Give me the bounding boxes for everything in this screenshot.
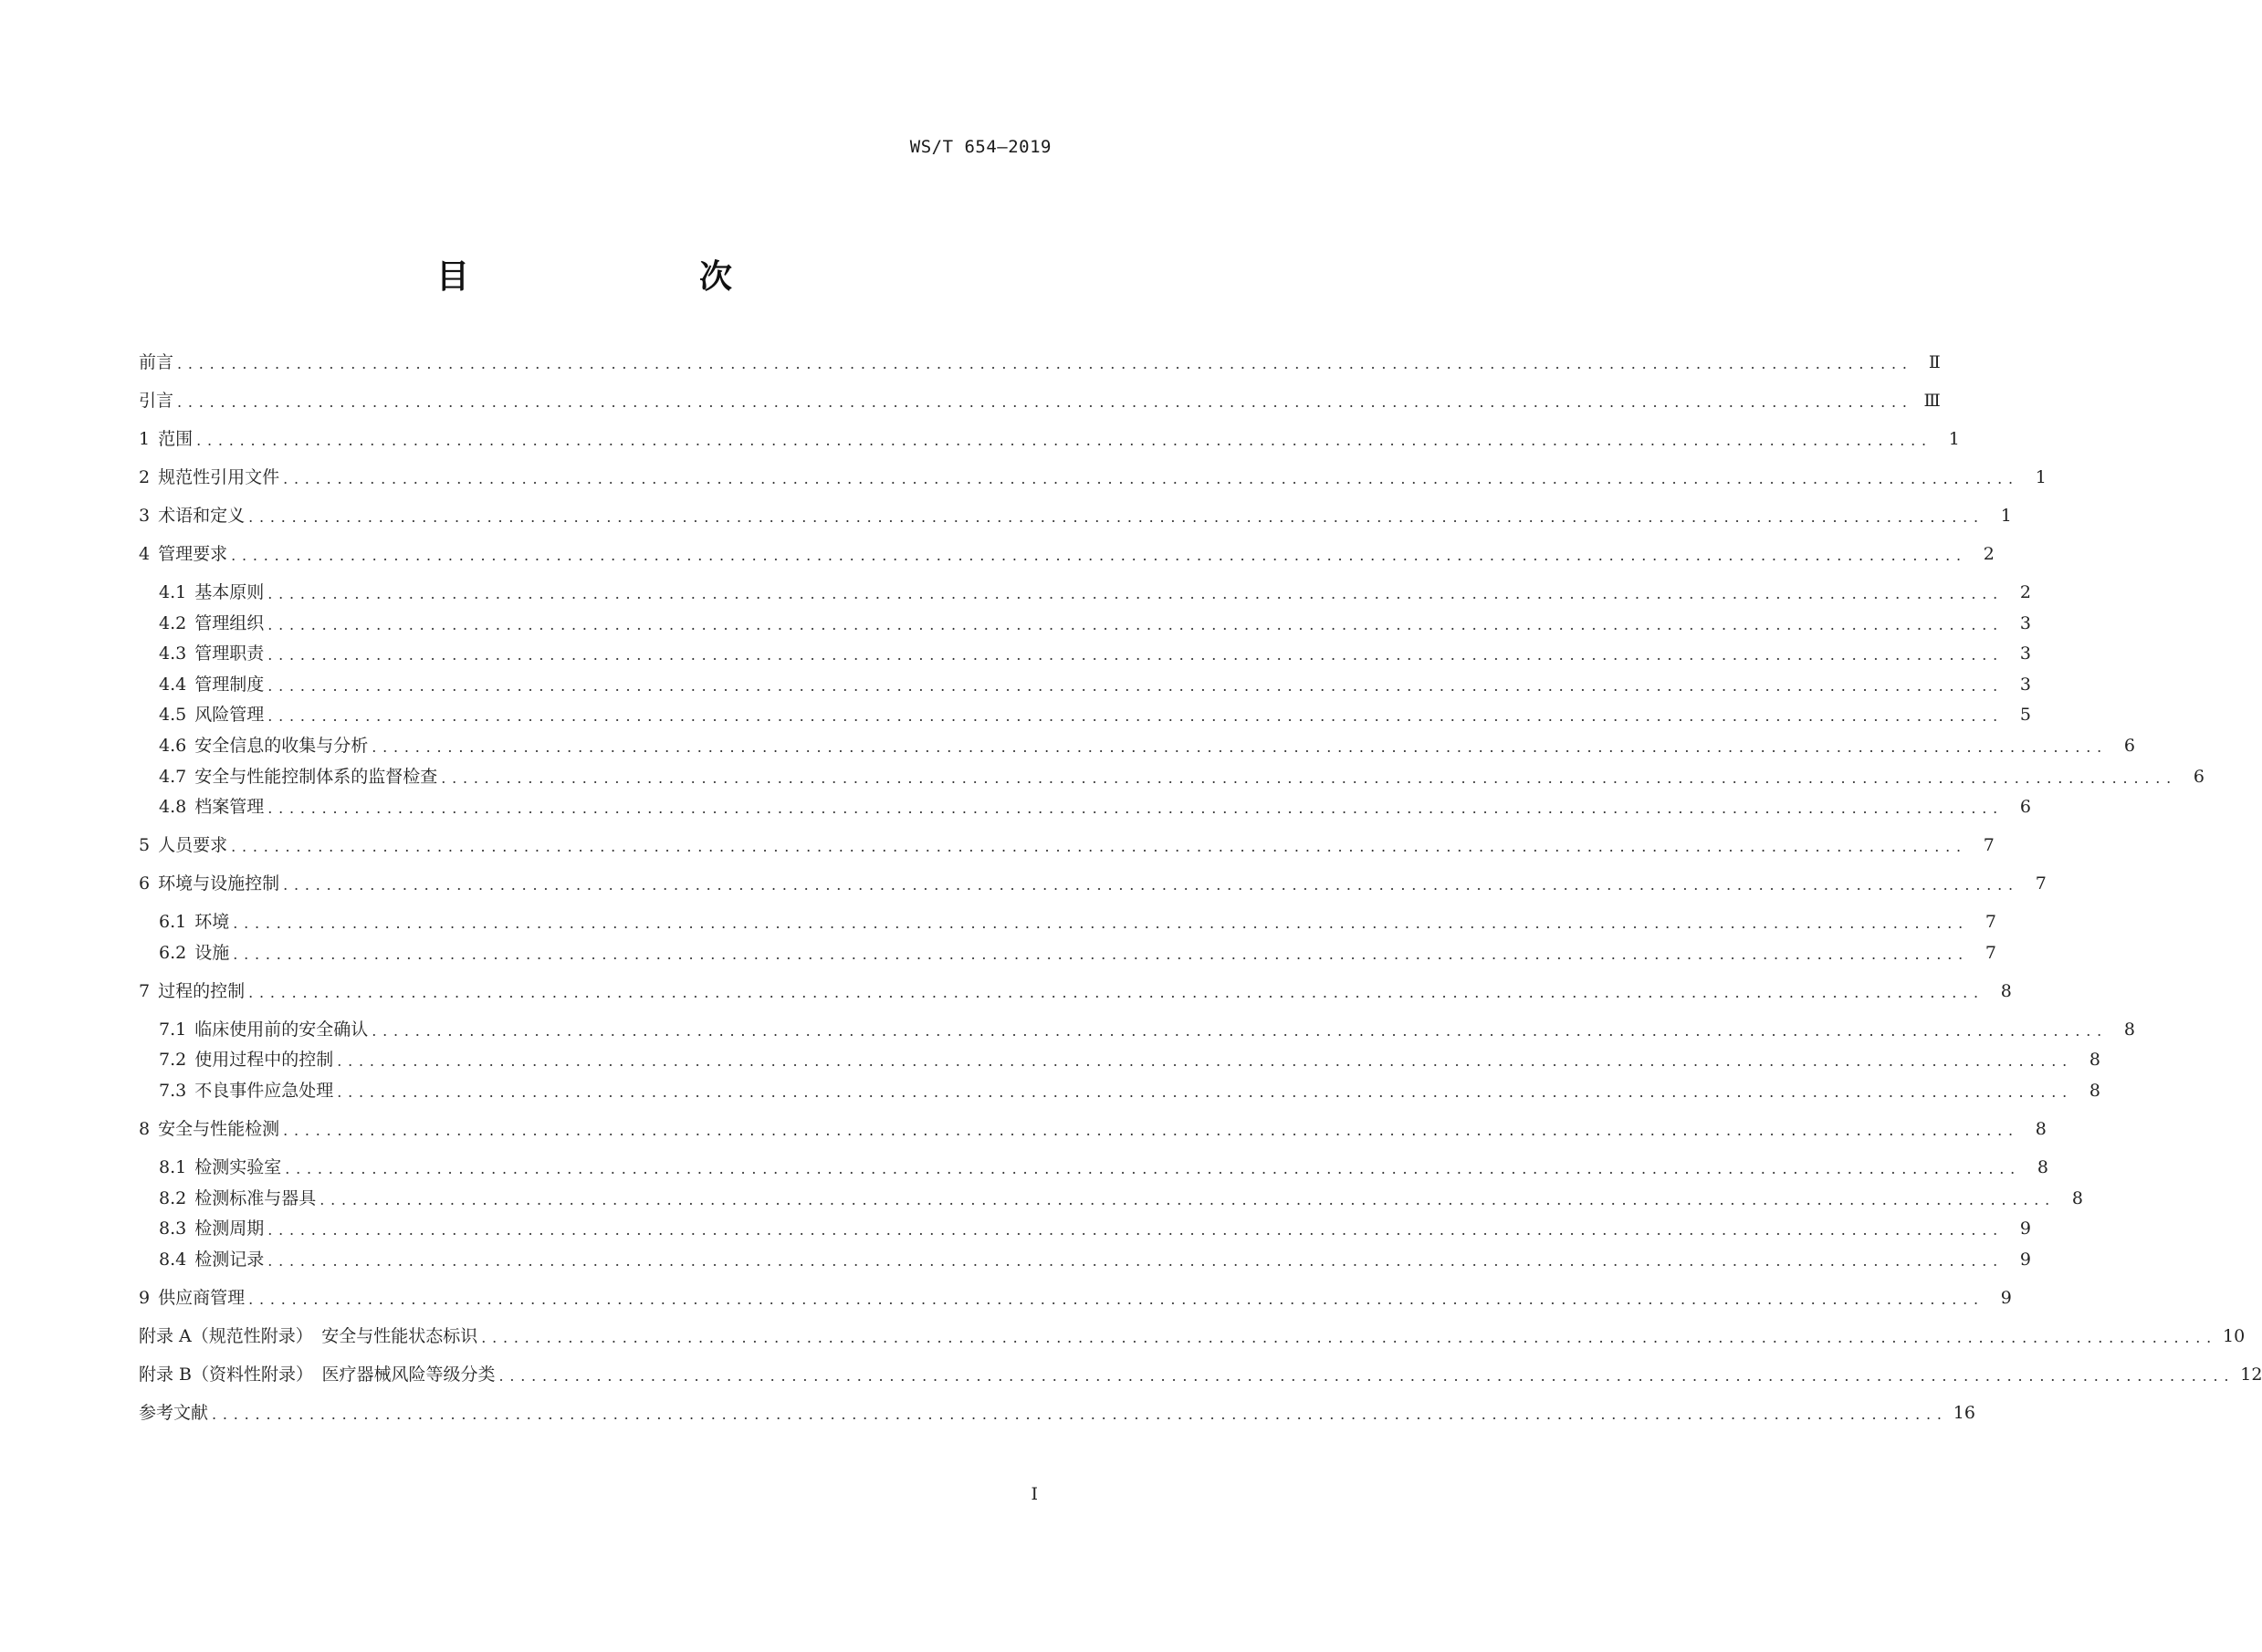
toc-entry-text: 检测周期: [194, 1218, 265, 1239]
toc-entry-label: [139, 1116, 283, 1142]
toc-entry-number: 4.6: [159, 736, 187, 756]
toc-entry-number: 8: [139, 1119, 151, 1139]
toc-entry-page: 6: [2123, 736, 2135, 756]
toc-entry-label: [159, 1047, 337, 1072]
toc-entry-number: 7.1: [159, 1019, 187, 1040]
page-title: 目 次: [435, 258, 787, 296]
toc-entry-page: 16: [1953, 1402, 1975, 1423]
toc-entry-page: 9: [2019, 1249, 2031, 1270]
toc-dot-leader: ................................................................................................................................................................: [267, 615, 2004, 633]
toc-dot-leader: ................................................................................................................................................................: [177, 355, 1913, 372]
toc-entry[interactable]: [159, 764, 2204, 789]
toc-entry-label: [139, 350, 177, 375]
toc-dot-leader: ................................................................................................................................................................: [231, 547, 1967, 564]
toc-entry-number: 2: [139, 467, 151, 487]
toc-entry-label: [159, 764, 441, 789]
toc-entry-label: [139, 1323, 481, 1349]
page-number: I: [1031, 1484, 1038, 1504]
toc-entry-text: 供应商管理: [158, 1287, 246, 1308]
toc-entry-page: 8: [2037, 1157, 2048, 1177]
toc-entry-label: [139, 426, 196, 452]
toc-entry[interactable]: [139, 871, 2047, 896]
toc-entry-page: 3: [2019, 674, 2031, 695]
toc-entry[interactable]: [159, 940, 1996, 966]
toc-dot-leader: ................................................................................................................................................................: [319, 1190, 2056, 1208]
toc-entry-page: 1: [1948, 429, 1960, 449]
toc-dot-leader: ................................................................................................................................................................: [267, 1221, 2004, 1239]
toc-entry-text: 环境: [194, 912, 230, 933]
toc-entry-number: 4.7: [159, 766, 187, 787]
toc-entry[interactable]: [159, 909, 1996, 935]
toc-entry-text: 过程的控制: [158, 980, 246, 1001]
toc-entry-text: 安全与性能控制体系的监督检查: [194, 766, 438, 787]
toc-entry-text: 检测记录: [194, 1249, 265, 1270]
toc-entry[interactable]: [159, 672, 2031, 697]
toc-entry-text: 附录 B（资料性附录） 医疗器械风险等级分类: [139, 1364, 496, 1385]
toc-dot-leader: ................................................................................................................................................................: [231, 838, 1967, 856]
toc-dot-leader: ................................................................................................................................................................: [233, 945, 1969, 963]
toc-entry[interactable]: [159, 702, 2031, 727]
toc-entry-label: [139, 832, 231, 858]
toc-dot-leader: ................................................................................................................................................................: [196, 432, 1932, 449]
toc-entry[interactable]: [139, 978, 2012, 1004]
toc-entry-text: 检测实验室: [194, 1157, 282, 1177]
toc-dot-leader: ................................................................................................................................................................: [248, 1290, 1984, 1308]
toc-dot-leader: ................................................................................................................................................................: [372, 1021, 2108, 1040]
toc-entry-text: 管理要求: [158, 544, 228, 564]
toc-entry-number: 6: [139, 873, 151, 894]
toc-entry-text: 使用过程中的控制: [194, 1050, 334, 1071]
toc-entry[interactable]: [159, 580, 2031, 605]
toc-entry[interactable]: [159, 1216, 2031, 1241]
toc-dot-leader: ................................................................................................................................................................: [248, 508, 1984, 526]
toc-dot-leader: ................................................................................................................................................................: [498, 1366, 2236, 1385]
toc-entry-label: [139, 1362, 499, 1387]
toc-entry-number: 6.1: [159, 912, 187, 933]
toc-entry-page: 7: [1984, 912, 1996, 933]
toc-entry-number: 4.1: [159, 582, 187, 602]
toc-entry-page: 6: [2019, 797, 2031, 818]
toc-entry-number: 5: [139, 835, 151, 856]
toc-entry-text: 检测标准与器具: [194, 1187, 317, 1208]
toc-dot-leader: ................................................................................................................................................................: [337, 1052, 2073, 1071]
toc-entry-text: 临床使用前的安全确认: [194, 1019, 369, 1040]
toc-dot-leader: ................................................................................................................................................................: [283, 876, 2019, 894]
toc-entry-page: 3: [2019, 612, 2031, 633]
standard-code: WS/T 654—2019: [909, 137, 1052, 157]
toc-entry-page: Ⅲ: [1923, 391, 1941, 411]
toc-entry-label: [159, 940, 233, 966]
toc-entry-page: 1: [2035, 467, 2047, 487]
toc-entry-text: 管理职责: [194, 643, 265, 664]
toc-entry-label: [159, 1017, 372, 1042]
toc-dot-leader: ................................................................................................................................................................: [283, 470, 2019, 487]
toc-entry-page: 7: [1983, 835, 1995, 856]
toc-dot-leader: ................................................................................................................................................................: [267, 646, 2004, 664]
toc-entry-number: 3: [139, 506, 151, 526]
toc-entry-text: 设施: [194, 942, 230, 963]
toc-entry-number: 4.8: [159, 797, 187, 818]
toc-entry-page: 6: [2193, 766, 2204, 787]
toc-entry-label: [139, 503, 248, 528]
toc-entry[interactable]: [139, 465, 2047, 490]
toc-entry[interactable]: [139, 503, 2012, 528]
toc-entry-page: 9: [2000, 1287, 2012, 1308]
toc-dot-leader: ................................................................................................................................................................: [267, 707, 2004, 726]
toc-entry-text: 前言: [139, 352, 174, 372]
toc-entry-page: 8: [2089, 1050, 2100, 1071]
toc-entry-number: 8.3: [159, 1218, 187, 1239]
toc-entry-label: [139, 388, 177, 413]
toc-entry-number: 7.3: [159, 1081, 187, 1101]
toc-entry-text: 规范性引用文件: [158, 467, 280, 487]
toc-entry[interactable]: [159, 611, 2031, 636]
toc-entry-label: [159, 580, 267, 605]
toc-entry-page: 8: [2089, 1081, 2100, 1101]
toc-entry-page: 3: [2019, 643, 2031, 664]
toc-entry-page: 5: [2019, 705, 2031, 726]
toc-dot-leader: ................................................................................................................................................................: [372, 738, 2108, 756]
toc-entry-number: 8.4: [159, 1249, 187, 1270]
toc-entry[interactable]: [139, 1285, 2012, 1311]
toc-entry-page: 9: [2019, 1218, 2031, 1239]
toc-entry-page: 8: [2123, 1019, 2135, 1040]
toc-dot-leader: ................................................................................................................................................................: [212, 1405, 1948, 1423]
toc-entry-text: 管理制度: [194, 674, 265, 695]
toc-entry-label: [159, 672, 267, 697]
toc-dot-leader: ................................................................................................................................................................: [177, 393, 1913, 411]
toc-entry[interactable]: [159, 1186, 2083, 1211]
toc-dot-leader: ................................................................................................................................................................: [285, 1160, 2021, 1177]
toc-entry-label: [159, 1186, 319, 1211]
toc-entry-text: 不良事件应急处理: [194, 1081, 334, 1101]
toc-entry-label: [159, 611, 267, 636]
toc-entry-text: 档案管理: [194, 797, 265, 818]
toc-entry-page: 2: [2019, 582, 2031, 602]
toc-entry-page: 8: [2000, 980, 2012, 1001]
toc-entry-page: 2: [1983, 544, 1995, 564]
toc-entry[interactable]: [139, 1116, 2047, 1142]
toc-dot-leader: ................................................................................................................................................................: [441, 768, 2177, 787]
toc-entry-page: 8: [2035, 1119, 2047, 1139]
toc-entry-text: 术语和定义: [158, 506, 246, 526]
toc-entry-number: 4.2: [159, 612, 187, 633]
toc-entry-page: 12: [2240, 1364, 2262, 1385]
toc-entry-text: 附录 A（规范性附录） 安全与性能状态标识: [139, 1325, 478, 1346]
toc-entry[interactable]: [139, 832, 1995, 858]
toc-entry-number: 7.2: [159, 1050, 187, 1071]
toc-entry-label: [139, 978, 248, 1004]
toc-entry-page: 10: [2223, 1325, 2246, 1346]
toc-entry-number: 7: [139, 980, 151, 1001]
toc-entry[interactable]: [159, 641, 2031, 666]
toc-entry-page: 7: [2035, 873, 2047, 894]
toc-entry-text: 范围: [158, 429, 194, 449]
toc-dot-leader: ................................................................................................................................................................: [267, 585, 2004, 602]
toc-entry-label: [159, 702, 267, 727]
toc-entry[interactable]: [159, 1247, 2031, 1272]
toc-dot-leader: ................................................................................................................................................................: [233, 915, 1969, 933]
toc-entry[interactable]: [139, 541, 1995, 567]
toc-entry-label: [159, 909, 233, 935]
toc-entry-label: [159, 641, 267, 666]
toc-entry-label: [139, 1285, 248, 1311]
toc-entry-number: 4.4: [159, 674, 187, 695]
toc-entry-text: 安全信息的收集与分析: [194, 736, 369, 756]
toc-entry-label: [139, 871, 283, 896]
toc-entry-text: 引言: [139, 391, 174, 411]
toc-entry-label: [139, 541, 231, 567]
toc-entry-number: 6.2: [159, 942, 187, 963]
toc-dot-leader: ................................................................................................................................................................: [337, 1083, 2073, 1101]
toc-entry[interactable]: [139, 1362, 2262, 1387]
toc-entry[interactable]: [159, 794, 2031, 820]
toc-entry[interactable]: [139, 1400, 1975, 1426]
toc-dot-leader: ................................................................................................................................................................: [267, 1251, 2004, 1270]
toc-entry-label: [159, 1078, 337, 1103]
toc-entry[interactable]: [139, 388, 1941, 413]
toc-entry-page: 7: [1984, 942, 1996, 963]
toc-entry-page: Ⅱ: [1928, 352, 1941, 372]
toc-dot-leader: ................................................................................................................................................................: [248, 983, 1984, 1001]
toc-dot-leader: ................................................................................................................................................................: [267, 676, 2004, 695]
toc-dot-leader: ................................................................................................................................................................: [481, 1328, 2218, 1346]
toc-entry[interactable]: [159, 1155, 2048, 1180]
toc-entry-page: 1: [2000, 506, 2012, 526]
toc-entry[interactable]: [159, 1078, 2100, 1103]
toc-entry[interactable]: [159, 733, 2135, 758]
toc-entry[interactable]: [159, 1017, 2135, 1042]
toc-entry-text: 人员要求: [158, 835, 228, 856]
toc-entry-number: 9: [139, 1287, 151, 1308]
toc-entry[interactable]: [139, 426, 1960, 452]
toc-entry-number: 4.3: [159, 643, 187, 664]
toc-entry[interactable]: [159, 1047, 2100, 1072]
toc-entry-page: 8: [2071, 1187, 2083, 1208]
toc-entry-number: 8.1: [159, 1157, 187, 1177]
toc-entry-number: 8.2: [159, 1187, 187, 1208]
toc-entry-text: 基本原则: [194, 582, 265, 602]
toc-entry-text: 管理组织: [194, 612, 265, 633]
toc-entry[interactable]: [139, 1323, 2246, 1349]
toc-entry[interactable]: [139, 350, 1941, 375]
toc-entry-label: [159, 1216, 267, 1241]
toc-dot-leader: ................................................................................................................................................................: [267, 800, 2004, 818]
toc-entry-number: 4.5: [159, 705, 187, 726]
toc-entry-text: 参考文献: [139, 1402, 209, 1423]
toc-entry-text: 安全与性能检测: [158, 1119, 280, 1139]
toc-entry-label: [159, 1155, 285, 1180]
toc-dot-leader: ................................................................................................................................................................: [283, 1122, 2019, 1139]
toc-entry-text: 风险管理: [194, 705, 265, 726]
toc-entry-number: 4: [139, 544, 151, 564]
toc-entry-text: 环境与设施控制: [158, 873, 280, 894]
toc-entry-number: 1: [139, 429, 151, 449]
toc-entry-label: [159, 794, 267, 820]
toc-entry-label: [159, 733, 372, 758]
toc-entry-label: [139, 1400, 212, 1426]
toc-entry-label: [139, 465, 283, 490]
toc-entry-label: [159, 1247, 267, 1272]
